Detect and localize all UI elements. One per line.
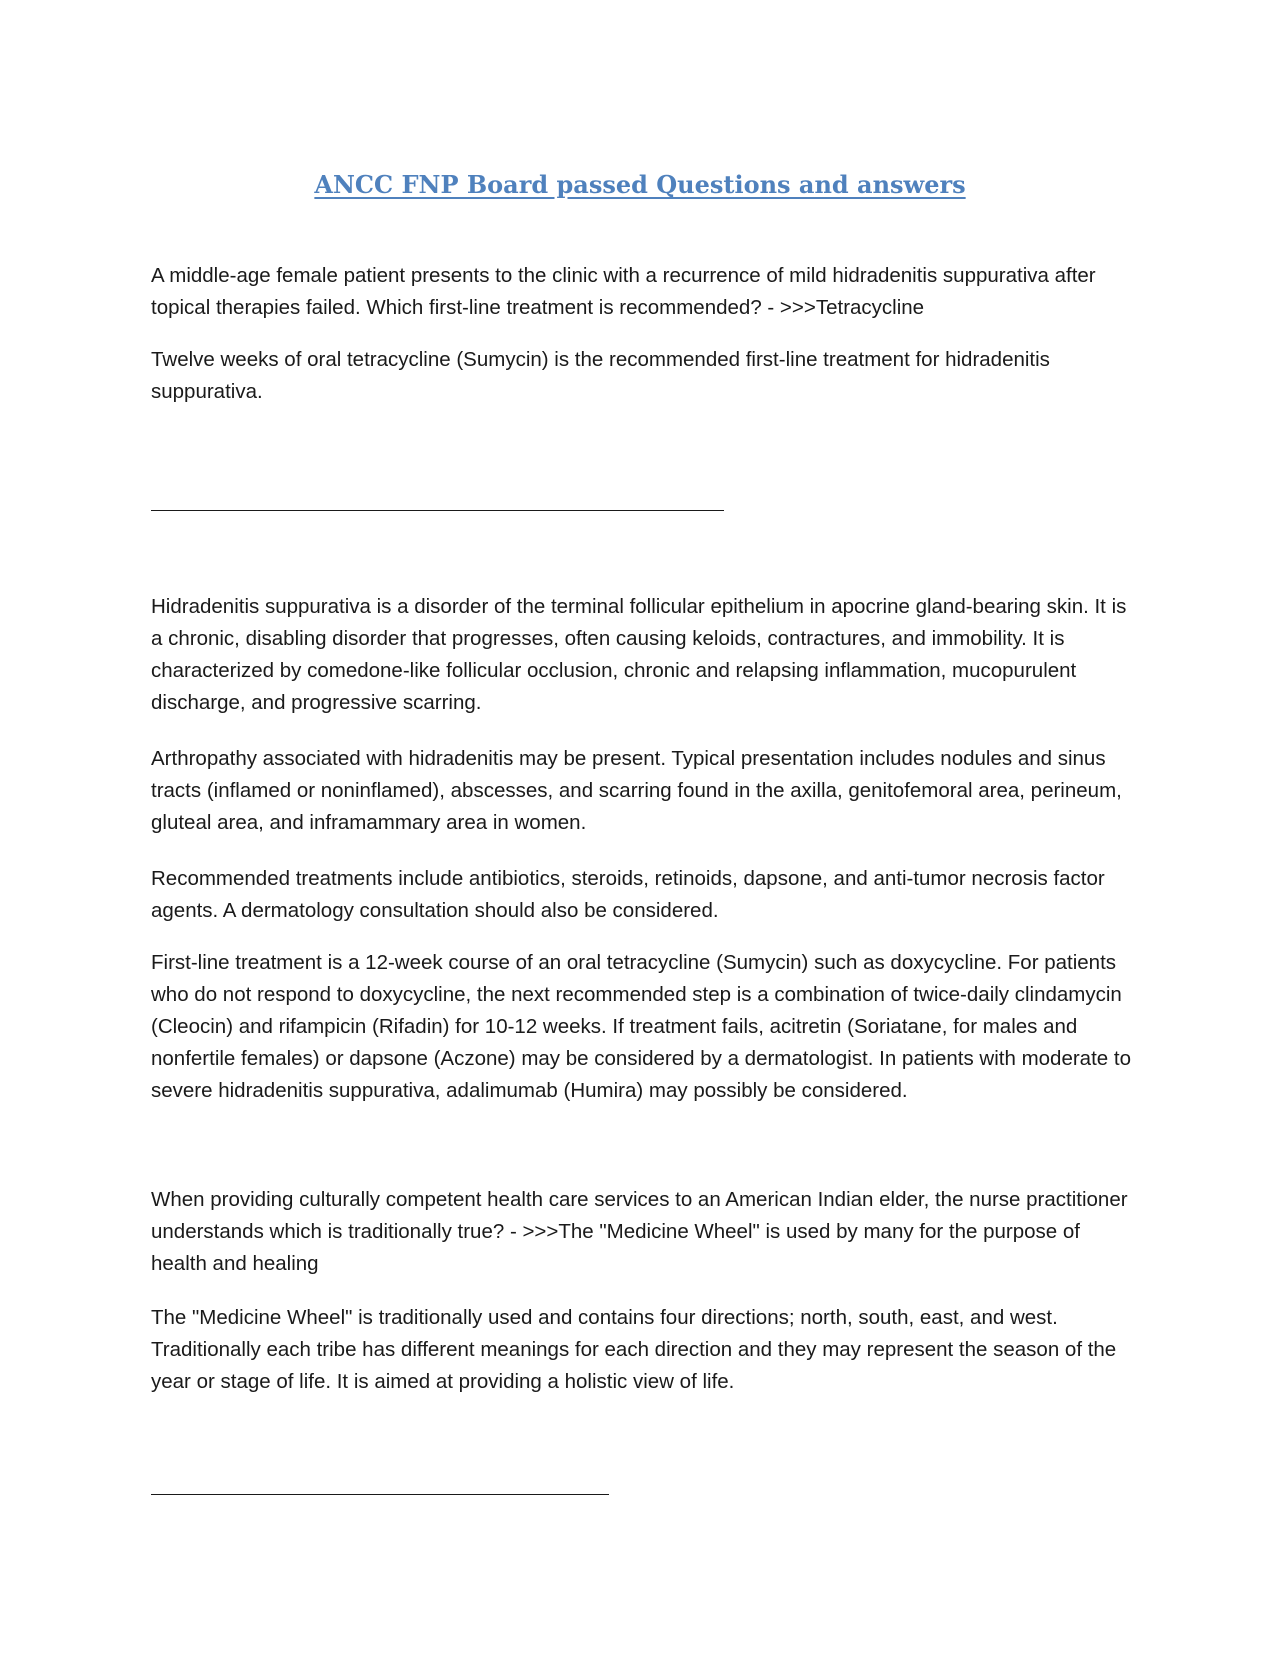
explanation-4: First-line treatment is a 12-week course of an oral tetracycline (Sumycin) such as doxycycline. For patients who do not respond to doxycycline, the next recommended step is a combination of twice-daily clindamycin (Cleocin) and rifampicin (Rifadin) for 10-12 weeks. If treatment fails, acitretin (Soriatane, for males and nonfertile females) or dapsone (Aczone) may be considered by a dermatologist. In patients with moderate to severe hidradenitis suppurativa, adalimumab (Humira) may possibly be considered.: [151, 951, 1131, 1102]
separator-1: [151, 510, 724, 511]
explanation-3: Recommended treatments include antibiotics, steroids, retinoids, dapsone, and anti-tumor necrosis factor agents. A dermatology consultation should also be considered.: [151, 867, 1105, 922]
explanation-2: Arthropathy associated with hidradenitis may be present. Typical presentation includes nodules and sinus tracts (inflamed or noninflamed), abscesses, and scarring found in the axilla, genitofemoral area, perineum, gluteal area, and inframammary area in women.: [151, 747, 1122, 834]
question-2: When providing culturally competent health care services to an American Indian elder, the nurse practitioner understands which is traditionally true? - >>>The "Medicine Wheel" is used by many for the purpose of health and healing: [151, 1188, 1128, 1275]
explanation-1: Hidradenitis suppurativa is a disorder of the terminal follicular epithelium in apocrine gland-bearing skin. It is a chronic, disabling disorder that progresses, often causing keloids, contractures, and immobility. It is characterized by comedone-like follicular occlusion, chronic and relapsing inflammation, mucopurulent discharge, and progressive scarring.: [151, 595, 1127, 714]
answer-2: The "Medicine Wheel" is traditionally used and contains four directions; north, south, east, and west. Traditionally each tribe has different meanings for each direction and they may represent the season of the year or stage of life. It is aimed at providing a holistic view of life.: [151, 1306, 1117, 1393]
answer-1: Twelve weeks of oral tetracycline (Sumycin) is the recommended first-line treatment for hidradenitis suppurativa.: [151, 348, 1050, 403]
question-1: A middle-age female patient presents to the clinic with a recurrence of mild hidradenitis suppurativa after topical therapies failed. Which first-line treatment is recommended? - >>>Tetracycline: [151, 264, 1096, 319]
document-title: ANCC FNP Board passed Questions and answers: [314, 170, 966, 199]
separator-2: [151, 1494, 609, 1495]
